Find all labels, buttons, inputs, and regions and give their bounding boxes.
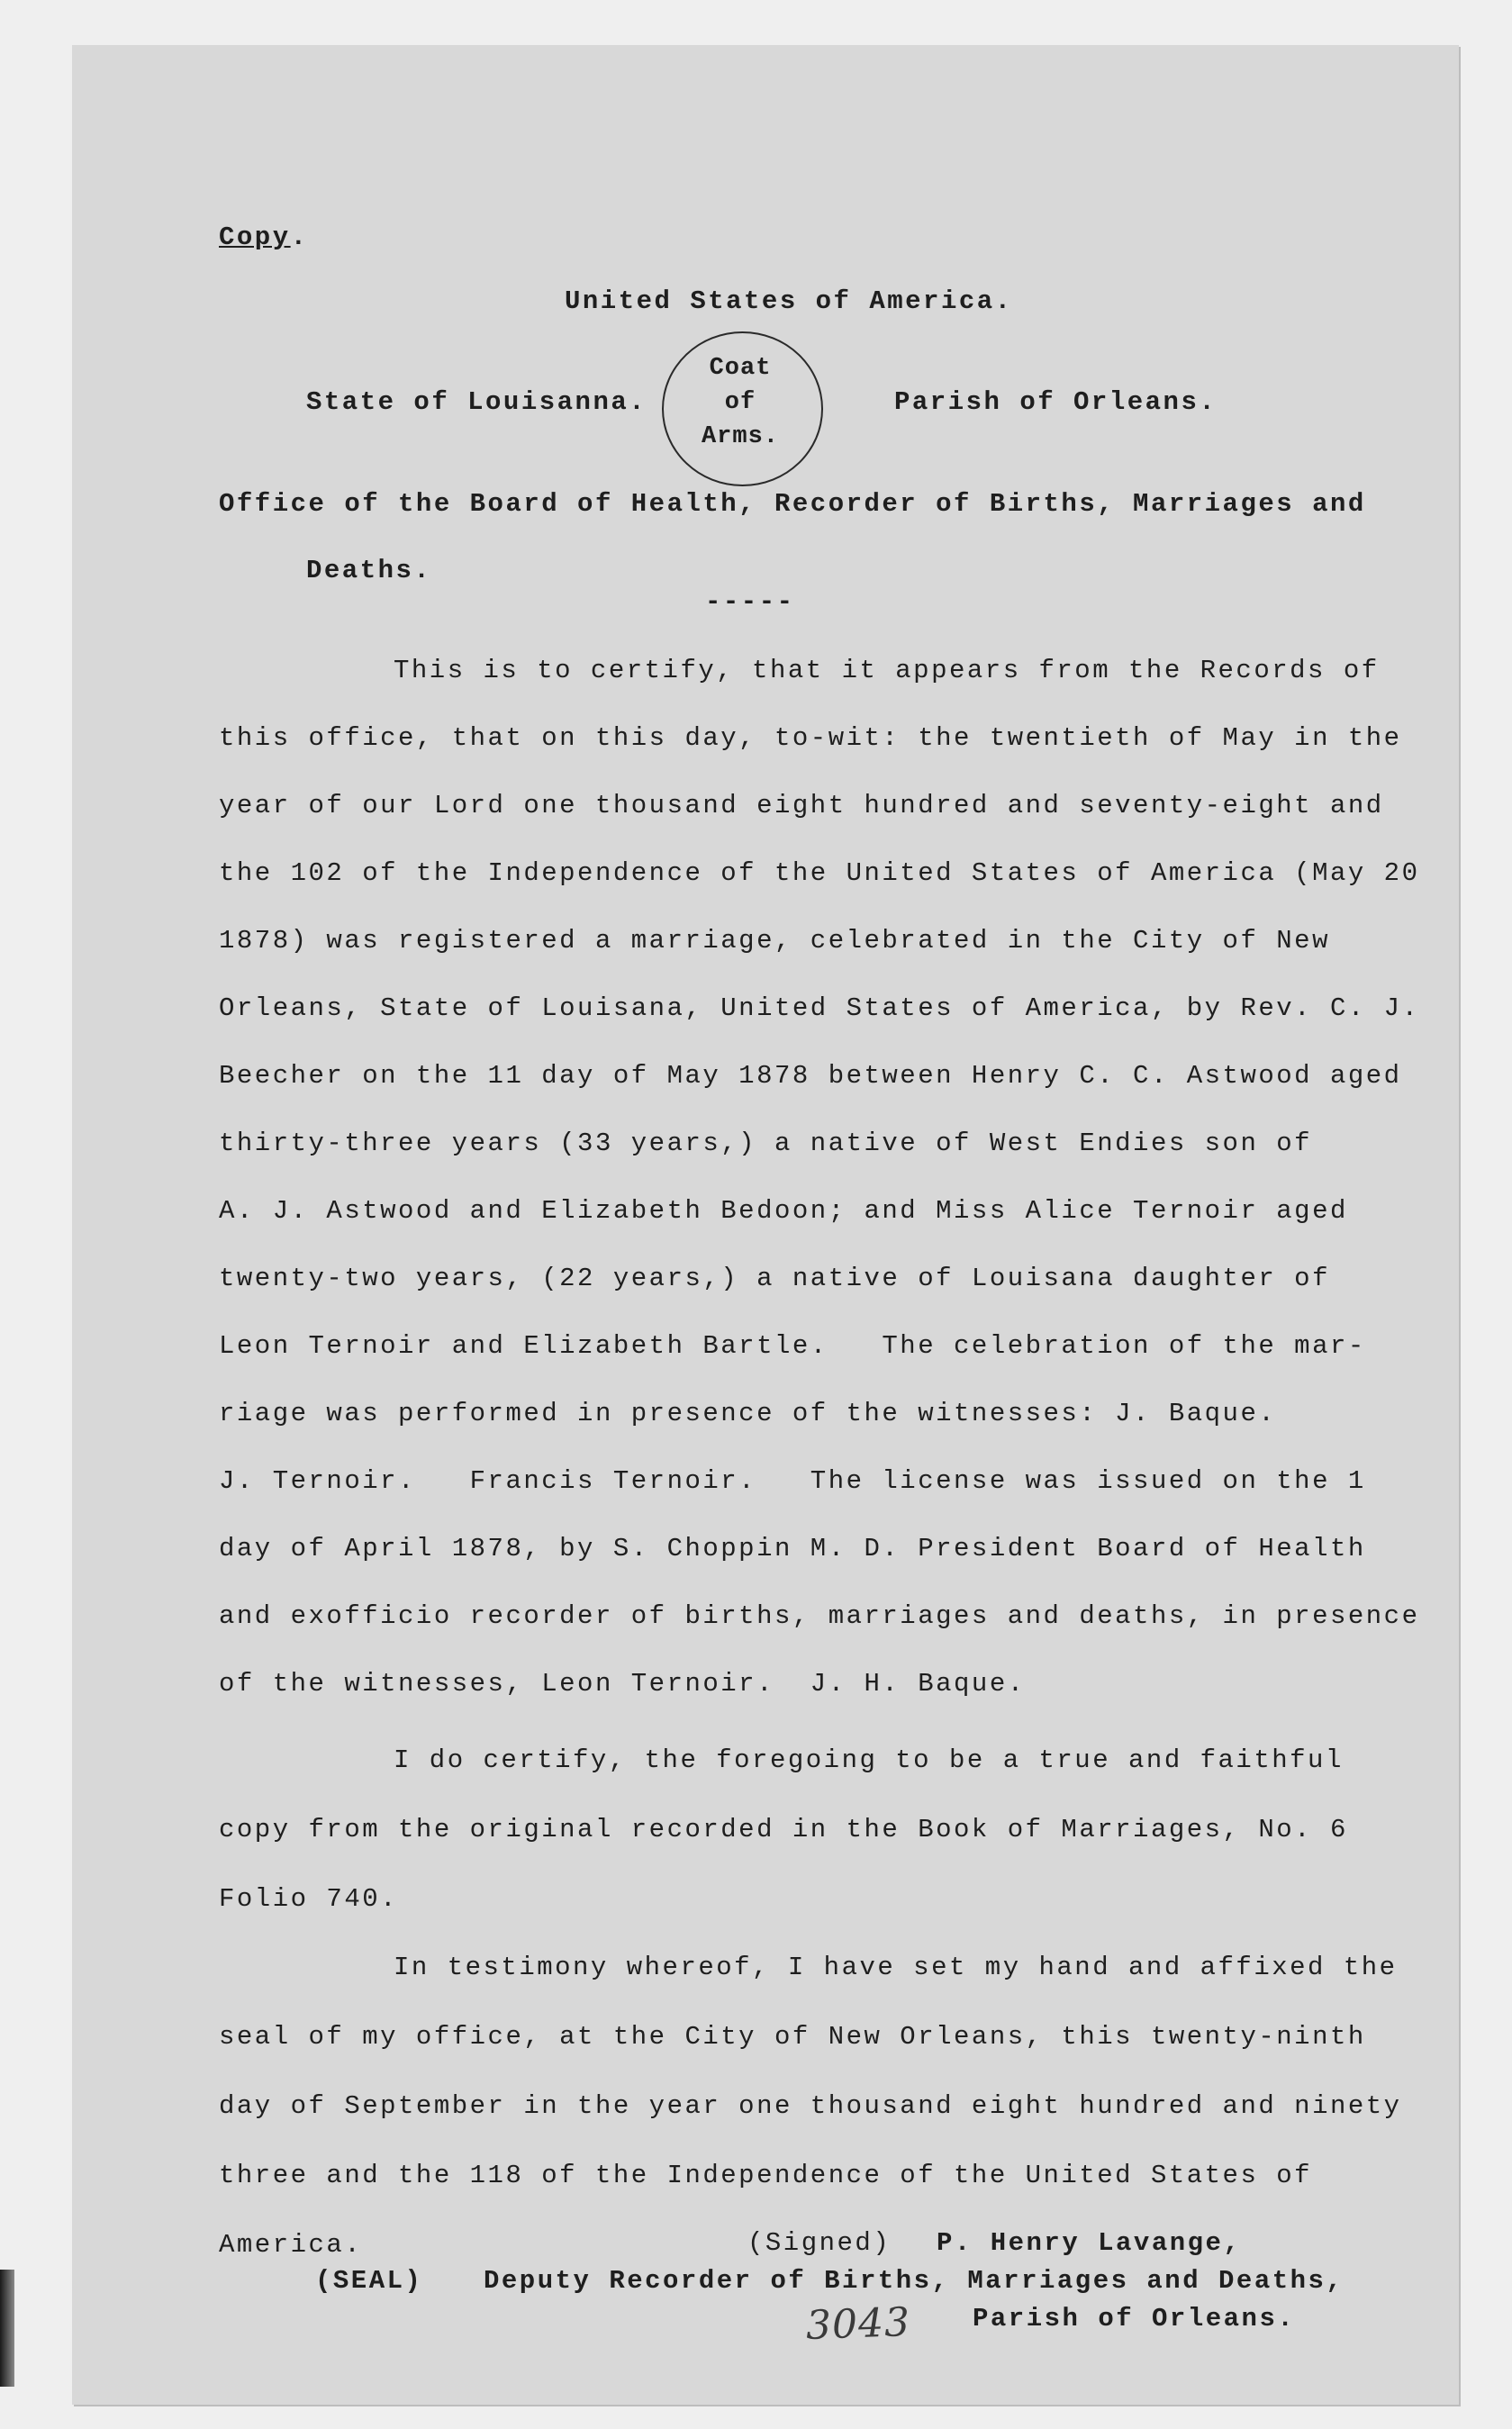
body-line: day of September in the year one thousand eight hundred and ninety [219, 2091, 1402, 2121]
copy-label: Copy. [219, 222, 309, 252]
body-line: day of April 1878, by S. Choppin M. D. President Board of Health [219, 1534, 1366, 1563]
body-line: I do certify, the foregoing to be a true and faithful [394, 1745, 1344, 1775]
body-line: Folio 740. [219, 1884, 399, 1914]
seal-line-3: Arms. [701, 423, 779, 450]
body-line: copy from the original recorded in the Book of Marriages, No. 6 [219, 1815, 1348, 1844]
office-line-2: Deaths. [306, 556, 432, 585]
body-line: A. J. Astwood and Elizabeth Bedoon; and Miss Alice Ternoir aged [219, 1196, 1348, 1226]
body-line: thirty-three years (33 years,) a native of West Endies son of [219, 1128, 1313, 1158]
signer-name: P. Henry Lavange, [937, 2228, 1242, 2258]
body-line: This is to certify, that it appears from the Records of [394, 656, 1380, 685]
signed-label: (Signed) [747, 2228, 892, 2258]
divider: ----- [705, 587, 795, 617]
handwritten-number: 3043 [805, 2298, 911, 2350]
signer-title-line-1: Deputy Recorder of Births, Marriages and Deaths, [484, 2266, 1345, 2296]
body-line: Beecher on the 11 day of May 1878 between Henry C. C. Astwood aged [219, 1061, 1402, 1091]
office-line-1: Office of the Board of Health, Recorder of Births, Marriages and [219, 489, 1366, 519]
body-line: three and the 118 of the Independence of the United States of [219, 2161, 1313, 2190]
state-label: State of Louisanna. [306, 387, 647, 417]
seal-label: (SEAL) [315, 2266, 423, 2296]
body-line: the 102 of the Independence of the United States of America (May 20 [219, 858, 1420, 888]
body-line: In testimony whereof, I have set my hand and affixed the [394, 1953, 1398, 1982]
body-line: and exofficio recorder of births, marriages and deaths, in presence [219, 1601, 1420, 1631]
body-line: this office, that on this day, to-wit: the twentieth of May in the [219, 723, 1402, 753]
body-line: J. Ternoir. Francis Ternoir. The license was issued on the 1 [219, 1466, 1366, 1496]
body-line: Orleans, State of Louisana, United States of America, by Rev. C. J. [219, 993, 1420, 1023]
body-line: Leon Ternoir and Elizabeth Bartle. The celebration of the mar- [219, 1331, 1366, 1361]
seal-line-1: Coat [709, 355, 772, 382]
body-line: seal of my office, at the City of New Orleans, this twenty-ninth [219, 2022, 1366, 2052]
signer-title-line-2: Parish of Orleans. [973, 2304, 1296, 2334]
body-line: year of our Lord one thousand eight hundred and seventy-eight and [219, 791, 1384, 820]
body-line: America. [219, 2230, 363, 2260]
body-line: twenty-two years, (22 years,) a native of Louisana daughter of [219, 1264, 1330, 1293]
seal-line-2: of [724, 389, 756, 416]
heading-country: United States of America. [565, 286, 1013, 316]
parish-label: Parish of Orleans. [894, 387, 1218, 417]
body-line: 1878) was registered a marriage, celebrated in the City of New [219, 926, 1330, 956]
body-line: riage was performed in presence of the witnesses: J. Baque. [219, 1399, 1277, 1428]
body-line: of the witnesses, Leon Ternoir. J. H. Baque. [219, 1669, 1026, 1699]
